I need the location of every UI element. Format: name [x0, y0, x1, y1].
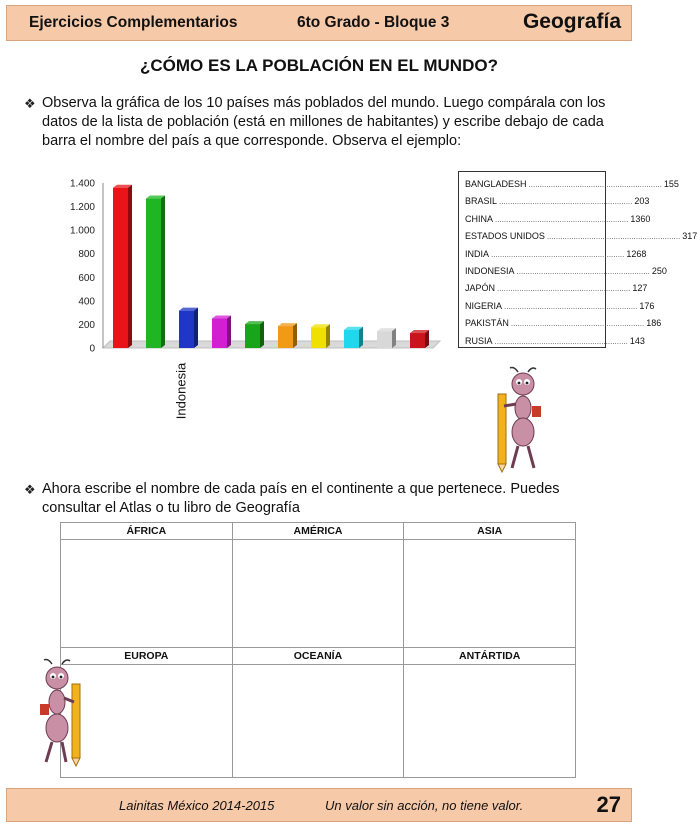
country-name: ESTADOS UNIDOS [465, 231, 545, 242]
page-number: 27 [596, 792, 621, 817]
leader-dots: ............................................................ [528, 180, 662, 189]
leader-dots: ............................................................ [499, 197, 633, 207]
header-oceania: OCEANÍA [232, 648, 404, 665]
bar [344, 330, 359, 348]
answer-cell-oceania[interactable] [232, 665, 404, 778]
y-tick-label: 400 [78, 296, 95, 308]
bar-side [260, 321, 264, 348]
bar [146, 199, 161, 348]
leader-dots: ............................................................ [494, 336, 628, 346]
answer-cell-antartida[interactable] [404, 665, 576, 778]
bar [377, 331, 392, 348]
bar-side [227, 316, 231, 348]
leader-dots: ............................................................ [546, 232, 681, 242]
population-value: 155 [663, 179, 679, 189]
population-list-item [465, 280, 648, 297]
page-title: ¿CÓMO ES LA POBLACIÓN EN EL MUNDO? [140, 56, 498, 75]
header-asia: ASIA [404, 523, 576, 540]
bar [278, 326, 293, 348]
population-list-item [465, 228, 697, 245]
bar-side [392, 328, 396, 348]
header-subject: Geografía [522, 10, 621, 33]
continents-answer-row-1 [61, 540, 576, 648]
header-africa: ÁFRICA [61, 523, 233, 540]
population-list-item [465, 298, 655, 315]
bar [113, 188, 128, 348]
population-value: 143 [629, 335, 645, 346]
diamond-bullet-icon: ❖ [24, 482, 36, 497]
example-bar-label: Indonesia [173, 362, 189, 420]
leader-dots: ............................................................ [491, 249, 625, 259]
population-value: 176 [639, 300, 655, 311]
country-name: INDONESIA [465, 265, 515, 276]
bar-side [128, 185, 132, 348]
population-value: 203 [634, 196, 650, 207]
diamond-bullet-icon: ❖ [24, 96, 36, 111]
country-name: BRASIL [465, 196, 498, 207]
footer-credit: Lainitas México 2014-2015 [119, 798, 275, 813]
header-grade: 6to Grado - Bloque 3 [297, 14, 450, 31]
population-value: 186 [646, 318, 662, 329]
population-list-item [465, 263, 667, 280]
country-name: PAKISTÁN [465, 318, 509, 329]
bar [179, 311, 194, 348]
population-list [458, 171, 697, 348]
leader-dots: ............................................................ [497, 284, 631, 294]
bar-side [425, 330, 429, 348]
country-name: RUSIA [465, 335, 493, 346]
continents-header-row-2 [61, 648, 576, 665]
bar-side [326, 324, 330, 348]
y-tick-label: 200 [78, 319, 95, 331]
leader-dots: ............................................................ [495, 214, 629, 224]
header-antartida: ANTÁRTIDA [404, 648, 576, 665]
population-value: 317 [682, 231, 697, 242]
answer-cell-asia[interactable] [404, 540, 576, 648]
population-bar-chart [55, 168, 445, 368]
bar [245, 324, 260, 348]
country-name: JAPÓN [465, 283, 496, 294]
population-value: 127 [632, 283, 648, 294]
bar-side [194, 308, 198, 348]
page-header [6, 5, 632, 41]
continents-header-row-1 [61, 523, 576, 540]
leader-dots: ............................................................ [510, 319, 645, 329]
header-course: Ejercicios Complementarios [29, 14, 238, 31]
y-tick-label: 800 [78, 249, 95, 261]
country-name: CHINA [465, 213, 494, 224]
answer-cell-america[interactable] [232, 540, 404, 648]
y-tick-label: 1.200 [69, 202, 95, 214]
continents-table [60, 522, 576, 778]
header-america: AMÉRICA [232, 523, 404, 540]
instruction-continents: Ahora escribe el nombre de cada país en el continente a que pertenece. Puedes consultar el Atlas o tu libro de Geografía [42, 481, 560, 516]
ant-pencil-illustration [488, 366, 550, 474]
population-list-item [465, 333, 645, 350]
population-value: 1268 [626, 248, 647, 259]
ant-pencil-illustration [36, 658, 90, 768]
population-list-item [465, 315, 662, 332]
instruction-chart: Observa la gráfica de los 10 países más poblados del mundo. Luego compárala con los datos de la lista de población (está en millones de habitantes) y escribe debajo de cada barra el nombre del país a que corresponde. Observa el ejemplo: [42, 95, 606, 149]
page-footer [6, 788, 632, 822]
y-tick-label: 1.400 [69, 178, 95, 190]
y-tick-label: 0 [89, 343, 95, 355]
population-list-item [465, 176, 679, 193]
bar [212, 319, 227, 348]
population-list-item [465, 193, 650, 210]
y-tick-label: 1.000 [69, 225, 95, 237]
leader-dots: ............................................................ [516, 266, 650, 276]
answer-cell-africa[interactable] [61, 540, 233, 648]
continents-answer-row-2 [61, 665, 576, 778]
population-list-item [465, 246, 647, 263]
population-list-item [465, 211, 651, 228]
population-value: 250 [651, 265, 667, 276]
bar-side [293, 323, 297, 348]
leader-dots: ............................................................ [504, 301, 638, 311]
bar-side [359, 327, 363, 348]
bar [410, 333, 425, 348]
footer-motto: Un valor sin acción, no tiene valor. [325, 798, 524, 813]
country-name: BANGLADESH [465, 179, 527, 189]
country-name: INDIA [465, 248, 490, 259]
bar-side [161, 196, 165, 348]
country-name: NIGERIA [465, 300, 503, 311]
header-europa: EUROPA [61, 648, 233, 665]
population-value: 1360 [630, 213, 651, 224]
bar [311, 327, 326, 348]
y-tick-label: 600 [78, 272, 95, 284]
